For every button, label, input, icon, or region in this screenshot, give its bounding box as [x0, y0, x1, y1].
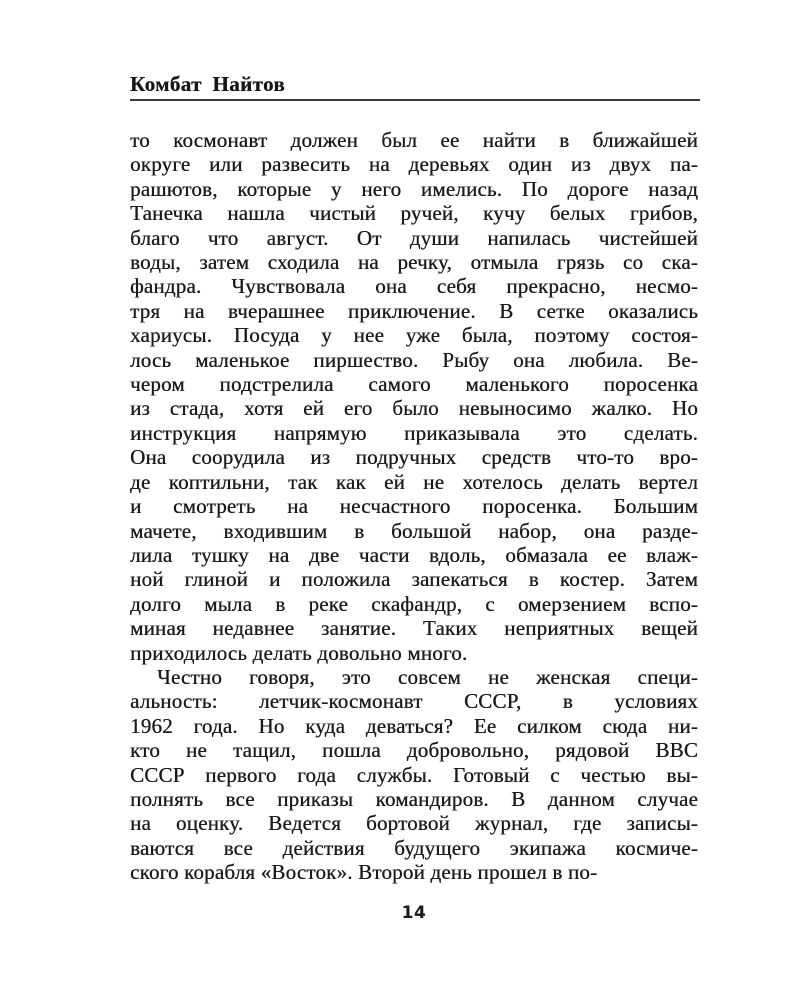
text-line: ной глиной и положила запекаться в костер. Затем — [130, 567, 698, 592]
text-line: полнять все приказы командиров. В данном случае — [130, 786, 698, 811]
text-line: де коптильни, так как ей не хотелось делать вертел — [130, 469, 698, 494]
text-line: Танечка нашла чистый ручей, кучу белых грибов, — [130, 201, 698, 226]
text-line: на оценку. Ведется бортовой журнал, где записы- — [130, 811, 698, 836]
text-line: округе или развесить на деревьях один из двух па- — [130, 152, 698, 177]
text-line: то космонавт должен был ее найти в ближайшей — [130, 128, 698, 152]
text-line: рашютов, которые у него имелись. По дороге назад — [130, 176, 698, 201]
text-line: 1962 года. Но куда деваться? Ее силком сюда ни- — [130, 713, 698, 738]
text-line: долго мыла в реке скафандр, с омерзением вспо- — [130, 591, 698, 616]
text-line: кто не тащил, пошла добровольно, рядовой ВВС — [130, 738, 698, 763]
text-line: фандра. Чувствовала она себя прекрасно, несмо- — [130, 274, 698, 299]
page-number: 14 — [401, 903, 427, 923]
text-line: Она соорудила из подручных средств что-то вро- — [130, 445, 698, 470]
text-line: ского корабля «Восток». Второй день прошел в по- — [130, 860, 598, 885]
text-line: из стада, хотя ей его было невыносимо жалко. Но — [130, 396, 698, 421]
body-text — [130, 128, 698, 885]
text-line: благо что август. От души напилась чистейшей — [130, 225, 698, 250]
text-line: приходилось делать довольно много. — [130, 640, 468, 665]
text-line: СССР первого года службы. Готовый с честью вы- — [130, 762, 698, 787]
text-line: тря на вчерашнее приключение. В сетке оказались — [130, 298, 698, 323]
text-line: миная недавнее занятие. Таких неприятных вещей — [130, 616, 698, 641]
text-line: ваются все действия будущего экипажа космиче- — [130, 835, 698, 860]
text-line: альность: летчик-космонавт СССР, в условиях — [130, 689, 698, 714]
text-line: Честно говоря, это совсем не женская специ- — [157, 664, 698, 689]
text-line: хариусы. Посуда у нее уже была, поэтому состоя- — [130, 323, 698, 348]
text-line: инструкция напрямую приказывала это сделать. — [130, 420, 698, 445]
text-line: чером подстрелила самого маленького поросенка — [130, 372, 698, 397]
text-line: лось маленькое пиршество. Рыбу она любила. Ве- — [130, 347, 698, 372]
header-rule — [130, 99, 700, 101]
text-line: мачете, входившим в большой набор, она разде- — [130, 518, 698, 543]
running-header-author: Комбат Найтов — [130, 72, 286, 96]
text-line: воды, затем сходила на речку, отмыла грязь со ска- — [130, 250, 698, 275]
text-line: лила тушку на две части вдоль, обмазала ее влаж- — [130, 542, 698, 567]
text-line: и смотреть на несчастного поросенка. Большим — [130, 494, 698, 519]
